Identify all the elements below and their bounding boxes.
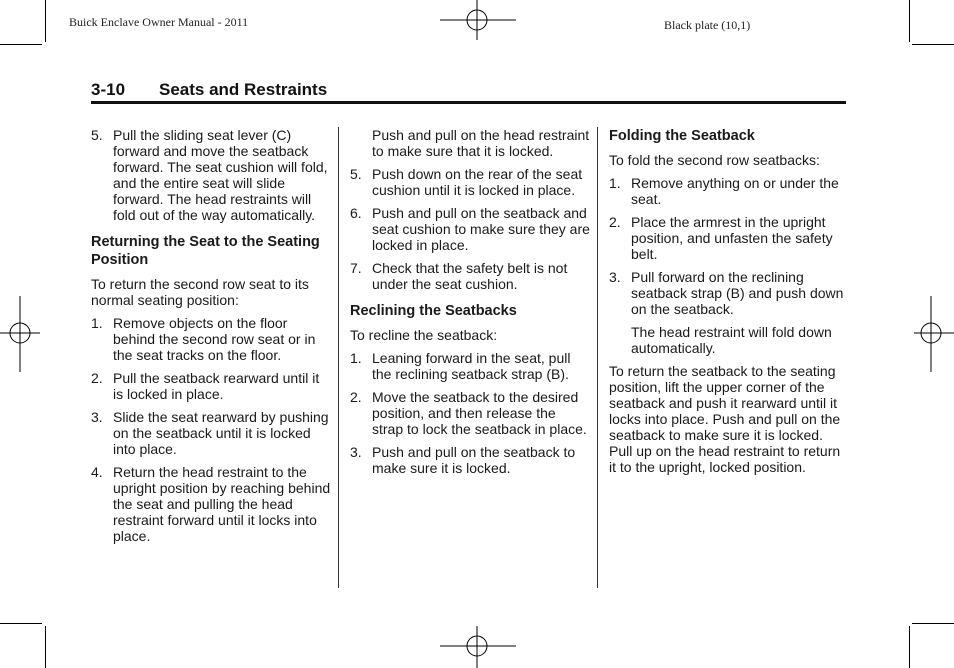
list-text: Remove objects on the floor behind the second row seat or in the seat tracks on the floor. (113, 315, 316, 363)
column-divider-1 (338, 127, 339, 588)
list-number: 2. (609, 214, 621, 230)
list-number: 7. (350, 260, 362, 276)
list-item (91, 370, 331, 402)
column-divider-2 (597, 127, 598, 588)
crop-mark-bottom-left-v (45, 626, 46, 668)
list-number: 5. (350, 166, 362, 182)
list-text: Push and pull on the seatback to make sure it is locked. (372, 444, 576, 476)
list-text: Place the armrest in the upright position, and unfasten the safety belt. (631, 214, 833, 262)
list-item (350, 166, 590, 198)
registration-mark-bottom-icon (440, 626, 516, 668)
continued-text: Push and pull on the head restraint to make sure that it is locked. (372, 127, 590, 159)
crop-mark-top-right-h (912, 44, 954, 45)
list-text: Remove anything on or under the seat. (631, 175, 839, 207)
note-text: The head restraint will fold down automatically. (631, 324, 832, 356)
list-item (91, 315, 331, 363)
registration-mark-left-icon (0, 296, 40, 372)
list-number: 3. (609, 269, 621, 285)
column-2 (350, 127, 590, 483)
list-number: 2. (91, 370, 103, 386)
column-1 (91, 127, 331, 551)
list-number: 5. (91, 127, 103, 143)
heading-rule (91, 101, 846, 104)
crop-mark-top-left-h (0, 44, 42, 45)
list-item (609, 214, 849, 262)
section-heading (91, 80, 327, 100)
list-text: Pull forward on the reclining seatback strap (B) and push down on the seatback. (631, 269, 844, 317)
list-text: Move the seatback to the desired position, and then release the strap to lock the seatback in place. (372, 389, 587, 437)
list-item (350, 260, 590, 292)
intro-text: To return the second row seat to its normal seating position: (91, 276, 309, 308)
list-text: Return the head restraint to the upright position by reaching behind the seat and pulling the head restraint forward until it locks into place. (113, 464, 331, 544)
crop-mark-bottom-right-h (912, 623, 954, 624)
page-number: 3-10 (91, 80, 126, 99)
list-item (609, 269, 849, 317)
crop-mark-bottom-right-v (909, 626, 910, 668)
list-item (609, 175, 849, 207)
column-3 (609, 127, 849, 482)
plate-label: Black plate (10,1) (664, 18, 751, 32)
intro-text: To fold the second row seatbacks: (609, 152, 820, 168)
list-text: Push down on the rear of the seat cushion until it is locked in place. (372, 166, 583, 198)
subheading-reclining-seatbacks: Reclining the Seatbacks (350, 303, 517, 319)
crop-mark-top-right-v (909, 0, 910, 42)
list-number: 2. (350, 389, 362, 405)
list-number: 1. (91, 315, 103, 331)
registration-mark-right-icon (914, 296, 954, 372)
list-item (350, 205, 590, 253)
crop-mark-bottom-left-h (0, 623, 42, 624)
subheading-folding-seatback: Folding the Seatback (609, 128, 755, 144)
list-text: Push and pull on the seatback and seat cushion to make sure they are locked in place. (372, 205, 590, 253)
list-item (350, 350, 590, 382)
manual-title: Buick Enclave Owner Manual - 2011 (69, 15, 249, 29)
list-item (91, 464, 331, 544)
list-text: Check that the safety belt is not under the seat cushion. (372, 260, 568, 292)
list-text: Pull the sliding seat lever (C) forward and move the seatback forward. The seat cushion will fold, and the entire seat will slide forward. The head restraints will fold out of the way automatically. (113, 127, 328, 223)
list-text: Slide the seat rearward by pushing on the seatback until it is locked into place. (113, 409, 329, 457)
registration-mark-top-icon (440, 0, 516, 40)
list-number: 4. (91, 464, 103, 480)
list-number: 3. (91, 409, 103, 425)
intro-text: To recline the seatback: (350, 327, 498, 343)
list-text: Pull the seatback rearward until it is locked in place. (113, 370, 320, 402)
list-item (91, 409, 331, 457)
list-text: Leaning forward in the seat, pull the reclining seatback strap (B). (372, 350, 571, 382)
section-title: Seats and Restraints (159, 80, 328, 99)
list-item (91, 127, 331, 223)
list-number: 3. (350, 444, 362, 460)
list-number: 6. (350, 205, 362, 221)
list-item (350, 389, 590, 437)
list-number: 1. (350, 350, 362, 366)
subheading-returning-seat: Returning the Seat to the Seating Position (91, 234, 320, 268)
list-item (350, 444, 590, 476)
list-number: 1. (609, 175, 621, 191)
crop-mark-top-left-v (45, 0, 46, 42)
body-paragraph: To return the seatback to the seating position, lift the upper corner of the seatback and push it rearward until it locks into place. Push and pull on the seatback to make sure it is locked. Pull up on the head restraint to return it to the upright, locked position. (609, 363, 841, 475)
